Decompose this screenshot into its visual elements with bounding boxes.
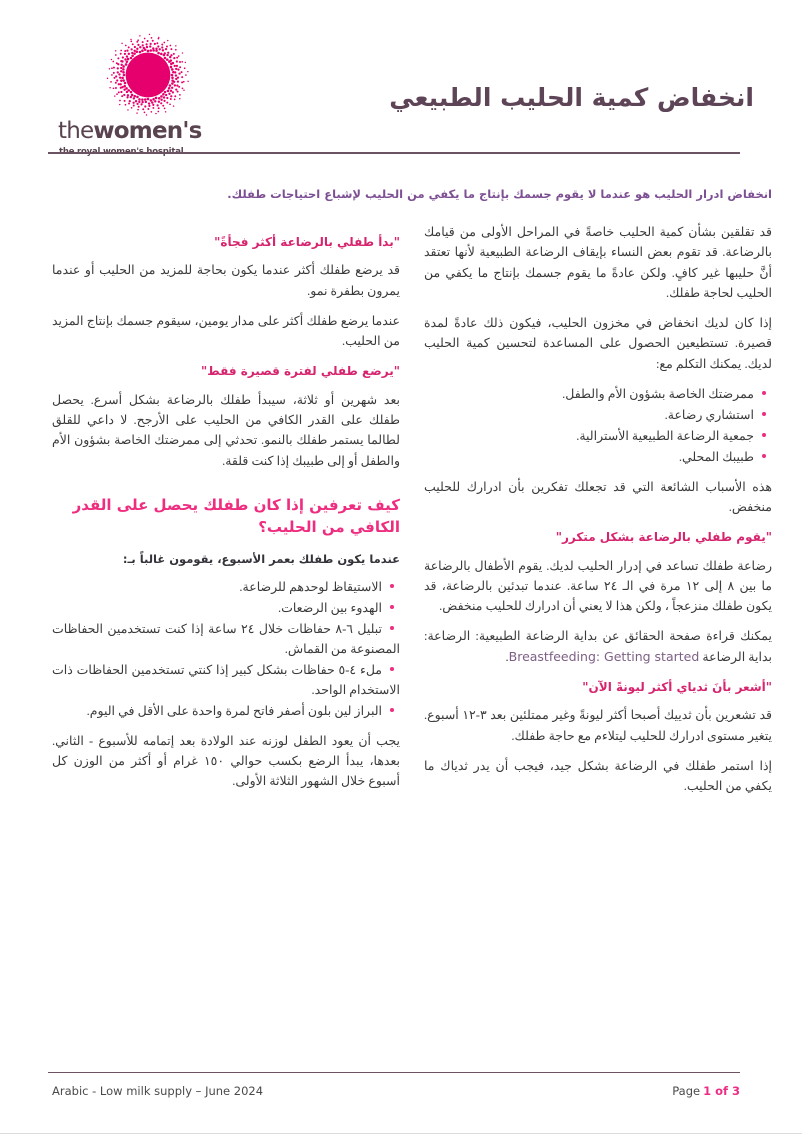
header-divider (48, 152, 740, 154)
logo-wordmark-bold: women's (93, 118, 202, 144)
left-heading-enough-milk: كيف تعرفين إذا كان طفلك يحصل على القدر الكافي من الحليب؟ (72, 495, 400, 536)
breastfeeding-getting-started-link[interactable]: Breastfeeding: Getting started (508, 648, 700, 664)
left-subheading-sudden-increase: "بدأ طفلي بالرضاعة أكثر فجأةً" (214, 235, 400, 249)
footer-bottom-divider (0, 1133, 802, 1134)
right-subheading-softer-breasts: "أشعر بأنَ ثدياي أكثر ليونةً الآن" (582, 679, 772, 694)
list-item (52, 660, 400, 700)
footer-page-word: Page (672, 1084, 701, 1098)
page-title: انخفاض كمية الحليب الطبيعي (389, 83, 754, 112)
bullet-dot-icon (762, 391, 766, 395)
right-paragraph-5-tail: . (505, 649, 509, 664)
right-paragraph-3: هذه الأسباب الشائعة التي قد تجعلك تفكرين بأن ادرارك للحليب منخفض. (424, 479, 772, 514)
list-item (424, 426, 772, 446)
bullet-dot-icon (390, 708, 394, 712)
right-subheading-frequent-feeding: "يقوم طفلي بالرضاعة بشكل متكرر" (555, 530, 772, 545)
footer-page-indicator (672, 1084, 740, 1098)
list-item (52, 598, 400, 618)
list-item-label: الهدوء بين الرضعات. (277, 600, 382, 615)
left-paragraph-2: عندما يرضع طفلك أكثر على مدار يومين، سيقوم جسمك بإنتاج المزيد من الحليب. (52, 313, 400, 349)
right-paragraph-7: إذا استمر طفلك في الرضاعة بشكل جيد، فيجب أن يدر ثدياك ما يكفي من الحليب. (424, 758, 772, 794)
right-paragraph-4: رضاعة طفلك تساعد في إدرار الحليب لديك. يقوم الأطفال بالرضاعة ما بين ٨ إلى ١٢ مرة في الـ ٢٤ ساعة. عندما تبدئين بالرضاعة، قد يكون طفلك منزعجاً ، ولكن هذا لا يعني أن ادرارك للحليب منخفض. (424, 558, 772, 614)
page-footer (48, 1082, 740, 1106)
list-item-label: الاستيقاظ لوحدهم للرضاعة. (239, 579, 382, 594)
bullet-dot-icon (390, 667, 394, 671)
left-bullet-list (52, 577, 400, 721)
right-paragraph-5 (424, 626, 772, 667)
left-subheading-short-feeds: "يرضع طفلي لفترة قصيرة فقط" (200, 364, 400, 379)
list-item (52, 577, 400, 597)
footer-divider (48, 1072, 740, 1073)
list-item (52, 619, 400, 659)
logo-wordmark (58, 120, 228, 143)
intro-statement: انخفاض ادرار الحليب هو عندما لا يقوم جسمك بإنتاج ما يكفي من الحليب لإشباع احتياجات طفلك. (227, 187, 772, 201)
list-item-label: استشاري رضاعة. (664, 407, 754, 422)
bullet-dot-icon (762, 433, 766, 437)
logo-burst-icon (105, 32, 191, 118)
list-item (424, 384, 772, 404)
right-paragraph-1: قد تقلقين بشأن كمية الحليب خاصةً في المراحل الأولى من قيامك بالرضاعة. قد تقوم بعض النساء بإيقاف الرضاعة الطبيعية لأنها تعتقد أنَّ حليبها غير كافٍ. ولكن عادةً ما يقوم جسمك بإنتاج ما يكفي من الحليب لحاجة طفلك. (424, 225, 772, 300)
list-item-label: تبليل ٦-٨ حفاظات خلال ٢٤ ساعة إذا كنت تستخدمين الحفاظات المصنوعة من القماش. (52, 621, 400, 656)
list-item (424, 447, 772, 467)
page-header (48, 30, 754, 142)
footer-document-info: Arabic - Low milk supply – June 2024 (52, 1084, 264, 1098)
right-paragraph-2: إذا كان لديك انخفاض في مخزون الحليب، فيكون ذلك عادةً لمدة قصيرة. تستطيعين الحصول على المساعدة لتحسين كمية الحليب لديك. يمكنك التكلم مع: (424, 316, 772, 371)
right-paragraph-5-text: يمكنك قراءة صفحة الحقائق عن بداية الرضاعة الطبيعية: الرضاعة: بداية الرضاعة (424, 629, 772, 664)
list-item-label: ملء ٤-٥ حفاظات بشكل كبير إذا كنتي تستخدمين الحفاظات ذات الاستخدام الواحد. (52, 662, 400, 697)
list-item-label: البراز لين بلون أصفر فاتح لمرة واحدة على الأقل في اليوم. (86, 703, 382, 718)
content-columns (48, 222, 772, 822)
column-left (52, 222, 400, 802)
left-paragraph-4: يجب أن يعود الطفل لوزنه عند الولادة بعد إتمامه للأسبوع - الثاني. بعدها، يبدأ الرضع بكسب حوالي ١٥٠ غرام أو أكثر من الوزن كل أسبوع خلال الشهور الثلاثة الأولى. (52, 733, 400, 789)
bullet-dot-icon (390, 605, 394, 609)
list-item-label: طبيبك المحلي. (678, 449, 754, 464)
right-paragraph-6: قد تشعرين بأن ثدييك أصبحا أكثر ليونةً وغير ممتلئين بعد ٣-١٢ أسبوع. يتغير مستوى ادرارك للحليب ليتلاءم مع حاجة طفلك. (424, 708, 773, 743)
list-item-label: جمعية الرضاعة الطبيعية الأسترالية. (576, 428, 754, 443)
hospital-logo (58, 30, 228, 142)
bullet-dot-icon (390, 584, 394, 588)
list-item-label: ممرضتك الخاصة بشؤون الأم والطفل. (562, 386, 754, 401)
column-right (424, 222, 772, 806)
list-item (424, 405, 772, 425)
bullet-dot-icon (762, 412, 766, 416)
footer-page-number: 1 of 3 (703, 1084, 740, 1098)
right-bullet-list (424, 384, 772, 467)
bullet-dot-icon (390, 626, 394, 630)
list-item (52, 701, 400, 721)
logo-wordmark-thin: the (58, 118, 94, 144)
left-paragraph-3: بعد شهرين أو ثلاثة، سيبدأ طفلك بالرضاعة بشكل أسرع. يحصل طفلك على القدر الكافي من الحليب على الأرجح. لا داعي للقلق لطالما يستمر طفلك بالنمو. تحدثي إلى ممرضتك الخاصة بشؤون الأم والطفل أو إلى طبيبك إذا كنت قلقة. (52, 392, 400, 468)
bullet-dot-icon (762, 454, 766, 458)
left-bold-lead: عندما يكون طفلك بعمر الأسبوع، يقومون غالباً بـ: (122, 552, 400, 567)
left-paragraph-1: قد يرضع طفلك أكثر عندما يكون بحاجة للمزيد من الحليب أو عندما يمرون بطفرة نمو. (52, 263, 400, 298)
